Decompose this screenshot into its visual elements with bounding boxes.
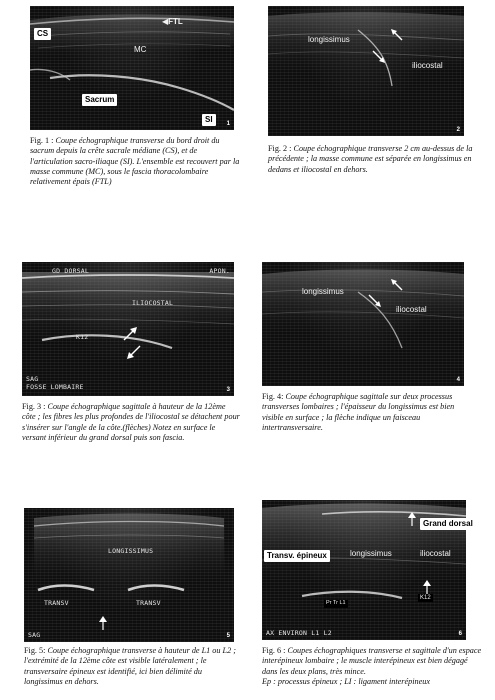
label-iliocostal: iliocostal [396, 305, 427, 314]
label-transv-epineux: Transv. épineux [264, 550, 330, 562]
caption-3 [22, 402, 240, 443]
caption-4 [262, 392, 474, 433]
label-cs: CS [34, 28, 51, 40]
arrow-icon [368, 294, 382, 308]
caption-legend: Ep : processus épineux ; LI : ligament interépineux [262, 676, 430, 686]
ultrasound-texture [24, 508, 234, 642]
label-iliocostal: ILIOCOSTAL [132, 299, 174, 307]
arrow-left-icon: ◀ [162, 17, 169, 26]
caption-5 [24, 646, 242, 687]
figure-number: 3 [226, 387, 230, 393]
ultrasound-image-4 [262, 262, 464, 386]
label-iliocostal: iliocostal [412, 61, 443, 70]
arrow-icon [390, 278, 404, 292]
caption-label: Fig. 5: [24, 646, 46, 655]
arrow-up-icon [98, 616, 108, 630]
caption-text: Coupe échographique sagittale sur deux processus transverses lombaires ; l'épaisseur du longissimus est bien visible en surface ; la flèche indique un faisceau intertransversaire. [262, 392, 455, 432]
ultrasound-image-3 [22, 262, 234, 396]
ultrasound-image-2 [268, 6, 464, 136]
figure-number: 6 [458, 631, 462, 637]
caption-text: Coupe échographique transverse à hauteur de L1 ou L2 ; l'extrémité de la 12ème côte est visible latéralement ; le transversaire épineux est identifié, ici bien délimité du longissimus en dehors. [24, 646, 236, 686]
label-grand-dorsal: Grand dorsal [420, 518, 476, 530]
label-ax: AX ENVIRON L1 L2 [266, 629, 332, 637]
label-longissimus: LONGISSIMUS [108, 547, 154, 555]
figure-number: 4 [456, 377, 460, 383]
arrow-up-icon [407, 512, 417, 526]
ultrasound-texture [262, 262, 464, 386]
caption-text: Coupe échographique sagittale à hauteur de la 12ème côte ; les fibres les plus profondes de l'iliocostal se détachent pour s'insérer sur l'angle de la côte.(flèches) Notez en surface le versant inférieur du grand dorsal puis son fascia. [22, 402, 240, 442]
label-longissimus: longissimus [302, 287, 344, 296]
caption-label: Fig. 2 : [268, 144, 292, 153]
caption-text: Coupe échographique transverse du bord droit du sacrum depuis la crête sacrale médiane (CS), et de l'articulation sacro-iliaque (SI). L'ensemble est recouvert par la masse commune (MC), sous le fascia thoracolombaire relativement épais (FTL) [30, 136, 240, 186]
ultrasound-image-1 [30, 6, 234, 130]
caption-label: Fig. 6 : [262, 646, 286, 655]
caption-text: Coupe échographique transverse 2 cm au-dessus de la précédente ; la masse commune est séparée en longissimus en dedans et iliocostal en dehors. [268, 144, 473, 174]
label-k12: K12 [76, 333, 89, 341]
label-sag: SAG [28, 631, 41, 639]
label-transv-right: TRANSV [136, 599, 161, 607]
caption-6 [262, 646, 484, 687]
arrow-icon [122, 326, 138, 342]
caption-text: Coupes échographiques transverse et sagittale d'un espace interépineux lombaire ; le muscle interépineux est bien dégagé dans les deux plans, très mince. [262, 646, 482, 676]
ultrasound-texture [268, 6, 464, 136]
ultrasound-texture [30, 6, 234, 130]
label-transv-left: TRANSV [44, 599, 69, 607]
caption-1 [30, 136, 240, 187]
label-k12: K12 [420, 595, 431, 601]
arrow-icon [390, 28, 404, 42]
label-sacrum: Sacrum [82, 94, 117, 106]
label-apon: APON. [209, 267, 230, 275]
figure-number: 2 [456, 127, 460, 133]
label-si: SI [202, 114, 216, 126]
label-pr-tr: Pr Tr L1 [326, 600, 346, 606]
label-fosse: FOSSE LOMBAIRE [26, 383, 84, 391]
figure-number: 1 [226, 121, 230, 127]
caption-label: Fig. 1 : [30, 136, 54, 145]
arrow-up-icon [422, 580, 432, 594]
label-longissimus: longissimus [350, 549, 392, 558]
ultrasound-image-5 [24, 508, 234, 642]
caption-2 [268, 144, 478, 175]
label-longissimus: longissimus [308, 35, 350, 44]
label-iliocostal: iliocostal [420, 549, 451, 558]
label-ftl: ◀FTL [162, 17, 183, 26]
figure-number: 5 [226, 633, 230, 639]
label-go-dorsal: GD DORSAL [52, 267, 90, 275]
ultrasound-image-6 [262, 500, 473, 640]
label-sag: SAG [26, 375, 39, 383]
label-mc: MC [134, 45, 147, 54]
caption-label: Fig. 4: [262, 392, 284, 401]
arrow-icon [126, 344, 142, 360]
arrow-icon [372, 50, 386, 64]
caption-label: Fig. 3 : [22, 402, 46, 411]
